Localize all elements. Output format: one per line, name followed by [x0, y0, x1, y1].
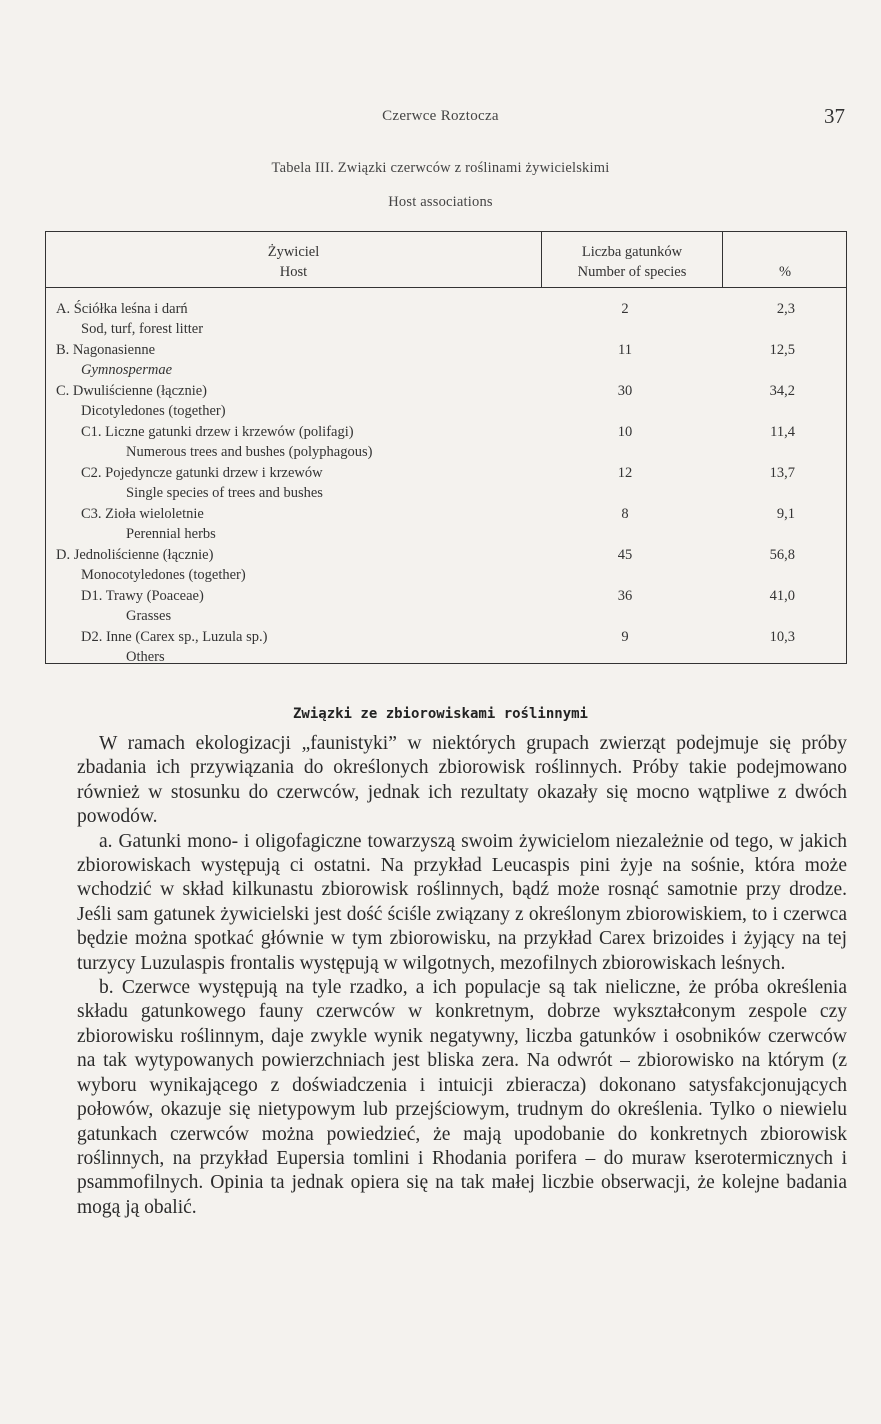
row-count: 12 [617, 465, 633, 481]
row-sub: Grasses [126, 608, 172, 624]
row-percent: 11,4 [770, 424, 795, 440]
running-header [0, 104, 881, 134]
row-label: A. Ściółka leśna i darń [56, 301, 188, 317]
row-label: C. Dwuliścienne (łącznie) [56, 383, 207, 399]
row-label: C2. Pojedyncze gatunki drzew i krzewów [81, 465, 323, 481]
row-label: B. Nagonasienne [56, 342, 156, 358]
row-percent: 34,2 [769, 383, 795, 399]
header-count-en: Number of species [577, 264, 687, 280]
row-percent: 56,8 [769, 547, 795, 563]
row-label: D. Jednoliścienne (łącznie) [56, 547, 214, 563]
row-count: 8 [621, 506, 629, 522]
row-percent: 2,3 [776, 301, 795, 317]
row-label: D1. Trawy (Poaceae) [81, 588, 204, 604]
row-percent: 9,1 [776, 506, 795, 522]
row-sub: Single species of trees and bushes [126, 485, 323, 501]
row-sub: Monocotyledones (together) [81, 567, 246, 583]
paragraph-1: W ramach ekologizacji „faunistyki” w niektórych grupach zwierząt podejmuje się próby zbadania ich przywiązania do określonych zbiorowisk roślinnych. Próby takie podejmowano również w stosunku do czerwców, jednak ich rezultaty okazały się mocno wątpliwe z dwóch powodów. [77, 733, 847, 828]
row-percent: 12,5 [769, 342, 795, 358]
running-title: Czerwce Roztocza [382, 108, 499, 124]
row-sub: Perennial herbs [126, 526, 216, 542]
row-label: C1. Liczne gatunki drzew i krzewów (polifagi) [81, 424, 354, 440]
row-percent: 13,7 [769, 465, 795, 481]
row-count: 30 [617, 383, 633, 399]
row-sub: Numerous trees and bushes (polyphagous) [126, 444, 373, 460]
row-sub: Dicotyledones (together) [81, 403, 226, 419]
row-percent: 10,3 [769, 629, 795, 645]
header-rule [46, 287, 846, 288]
row-sub: Sod, turf, forest litter [81, 321, 204, 337]
table-caption-pl: Tabela III. Związki czerwców z roślinami żywicielskimi [271, 160, 610, 176]
body-text [77, 732, 847, 1220]
row-sub: Others [126, 649, 165, 665]
section-title: Związki ze zbiorowiskami roślinnymi [292, 706, 588, 722]
row-count: 10 [617, 424, 633, 440]
row-count: 9 [621, 629, 629, 645]
row-percent: 41,0 [769, 588, 795, 604]
page-number: 37 [824, 104, 845, 128]
header-host-pl: Żywiciel [267, 244, 320, 260]
header-host-en: Host [279, 264, 308, 280]
header-count-pl: Liczba gatunków [581, 244, 683, 260]
row-count: 2 [621, 301, 629, 317]
row-label: C3. Zioła wieloletnie [81, 506, 204, 522]
header-host [46, 242, 541, 282]
row-count: 36 [617, 588, 633, 604]
paragraph-3: b. Czerwce występują na tyle rzadko, a ich populacje są tak nieliczne, że próba określenia składu gatunkowego fauny czerwców w konkretnym, dobrze wykształconym zespole czy zbiorowisku roślinnym, daje zwykle wynik negatywny, liczba gatunków i osobników czerwców na tak wytypowanych powierzchniach jest bliska zera. Na odwrót – zbiorowisko na którym (z wyboru wynikającego z doświadczenia i intuicji zbieracza) dokonano satysfakcjonujących połowów, okazuje się nietypowym lub przejściowym, trudnym do określenia. Tylko o niewielu gatunkach czerwców można powiedzieć, że mają upodobanie do konkretnych zbiorowisk roślinnych, na przykład Eupersia tomlini i Rhodania porifera – do muraw kserotermicznych i psammofilnych. Opinia ta jednak opiera się na tak małej liczbie obserwacji, że kolejne badania mogą ją obalić. [77, 977, 847, 1218]
header-count [542, 242, 722, 282]
table-caption-en: Host associations [388, 194, 493, 210]
paragraph-2: a. Gatunki mono- i oligofagiczne towarzyszą swoim żywicielom niezależnie od tego, w jakich zbiorowiskach występują ci ostatni. Na przykład Leucaspis pini żyje na sośnie, która może wchodzić w skład kilkunastu zbiorowisk roślinnych, bądź może rosnąć samotnie przy drodze. Jeśli sam gatunek żywicielski jest dość ściśle związany z określonym zbiorowiskiem, to i czerwca będzie można spotkać głównie w tym zbiorowisku, na przykład Carex brizoides i żyjący na tej turzycy Luzulaspis frontalis występują w wilgotnych, mezofilnych zbiorowiskach leśnych. [77, 830, 847, 974]
row-label: D2. Inne (Carex sp., Luzula sp.) [81, 629, 268, 645]
row-count: 11 [618, 342, 632, 358]
row-sub: Gymnospermae [81, 362, 173, 378]
row-count: 45 [617, 547, 633, 563]
header-percent: % [778, 264, 792, 280]
